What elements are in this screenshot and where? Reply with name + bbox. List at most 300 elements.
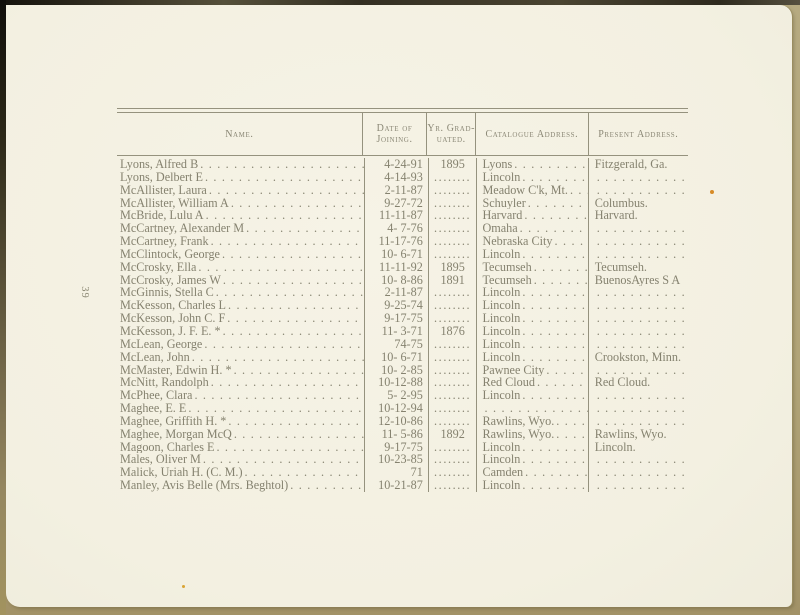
cell-date-of-joining: 10-12-94	[365, 402, 429, 415]
dot-leader	[520, 338, 587, 351]
dot-leader	[595, 364, 688, 377]
table-row	[117, 466, 688, 479]
cell-name	[117, 248, 365, 261]
member-name: McNitt, Randolph	[120, 376, 209, 390]
column-header-date-of-joining	[363, 113, 428, 155]
table-row	[117, 415, 688, 428]
cell-year-graduated: 1895	[429, 158, 478, 171]
dot-leader	[221, 325, 365, 338]
dot-leader	[522, 209, 587, 222]
cell-year-graduated	[429, 248, 478, 261]
dot-leader	[595, 453, 688, 466]
dot-leader	[196, 261, 364, 274]
scan-left-book-edge	[0, 0, 6, 615]
member-name: McLean, George	[120, 337, 203, 351]
column-header-year-line2: uated.	[436, 134, 466, 145]
cell-year-graduated	[429, 479, 478, 492]
cell-date-of-joining: 5- 2-95	[365, 389, 429, 402]
dot-leader	[232, 428, 364, 441]
cell-present-address	[589, 441, 688, 454]
member-name: Maghee, Griffith H. *	[120, 414, 227, 428]
cell-year-graduated	[429, 286, 478, 299]
dot-leader	[226, 415, 364, 428]
cell-catalogue-address	[477, 325, 588, 338]
cell-present-address	[589, 479, 688, 492]
cell-date-of-joining: 10- 6-71	[365, 248, 429, 261]
dot-leader	[535, 376, 588, 389]
catalogue-address: Lincoln	[482, 170, 521, 184]
cell-present-address	[589, 338, 688, 351]
dot-leader	[595, 389, 688, 402]
cell-date-of-joining: 10-12-88	[365, 376, 429, 389]
column-header-year-line1: Yr. Grad-	[427, 123, 476, 134]
dot-leader	[520, 248, 587, 261]
cell-catalogue-address	[477, 299, 588, 312]
cell-name	[117, 441, 365, 454]
member-name: McKesson, J. F. E. *	[120, 324, 221, 338]
dot-leader	[568, 184, 588, 197]
catalogue-address: Lincoln	[482, 299, 521, 313]
cell-catalogue-address	[477, 453, 588, 466]
catalogue-address: Lincoln	[482, 247, 521, 261]
cell-catalogue-address	[477, 338, 588, 351]
cell-name	[117, 376, 365, 389]
cell-name	[117, 453, 365, 466]
cell-name	[117, 197, 365, 210]
dot-leader	[229, 197, 364, 210]
member-name: McGinnis, Stella C	[120, 286, 214, 300]
cell-date-of-joining: 74-75	[365, 338, 429, 351]
catalogue-address: Lincoln	[482, 337, 521, 351]
cell-name	[117, 209, 365, 222]
table-row	[117, 428, 688, 441]
present-address: BuenosAyres S A	[594, 273, 681, 287]
dot-leader	[221, 274, 364, 287]
cell-date-of-joining: 9-17-75	[365, 312, 429, 325]
present-address: Columbus.	[594, 196, 648, 210]
catalogue-address: Pawnee City	[482, 363, 545, 377]
cell-catalogue-address	[477, 248, 588, 261]
dot-leader	[523, 466, 588, 479]
dot-leader	[186, 402, 364, 415]
cell-date-of-joining: 10- 2-85	[365, 364, 429, 377]
table-row	[117, 376, 688, 389]
cell-present-address	[589, 415, 688, 428]
cell-year-graduated: 1892	[429, 428, 478, 441]
cell-name	[117, 338, 365, 351]
present-address: Rawlins, Wyo.	[594, 427, 667, 441]
dot-leader	[520, 441, 587, 454]
catalogue-address: Tecumseh	[482, 273, 532, 287]
cell-year-graduated	[429, 184, 478, 197]
cell-year-graduated	[429, 222, 478, 235]
cell-present-address	[589, 197, 688, 210]
member-name: McCrosky, James W	[120, 273, 221, 287]
table-body	[117, 156, 688, 492]
cell-present-address	[589, 299, 688, 312]
table-row	[117, 171, 688, 184]
dot-leader	[520, 299, 587, 312]
cell-catalogue-address	[477, 171, 588, 184]
cell-name	[117, 428, 365, 441]
dot-leader	[232, 364, 365, 377]
cell-name	[117, 274, 365, 287]
present-address: Crookston, Minn.	[594, 350, 682, 364]
dot-leader	[520, 312, 587, 325]
cell-year-graduated: 1876	[429, 325, 478, 338]
member-name: McCrosky, Ella	[120, 260, 197, 274]
cell-date-of-joining: 71	[365, 466, 429, 479]
cell-catalogue-address	[477, 158, 588, 171]
cell-name	[117, 261, 365, 274]
cell-present-address	[589, 389, 688, 402]
dot-leader	[203, 171, 364, 184]
cell-catalogue-address	[477, 376, 588, 389]
catalogue-address: Harvard	[482, 209, 523, 223]
dot-leader	[204, 209, 365, 222]
member-name: McClintock, George	[120, 247, 220, 261]
cell-catalogue-address	[477, 441, 588, 454]
catalogue-address: Meadow C'k, Mt.	[482, 183, 568, 197]
cell-year-graduated	[429, 364, 478, 377]
cell-present-address	[589, 428, 688, 441]
member-name: McCartney, Frank	[120, 235, 209, 248]
dot-leader	[544, 364, 587, 377]
cell-date-of-joining: 2-11-87	[365, 184, 429, 197]
member-name: McBride, Lulu A	[120, 209, 204, 223]
catalogue-address: Lincoln	[482, 350, 521, 364]
dot-leader	[595, 415, 688, 428]
catalogue-address: Camden	[482, 466, 524, 480]
cell-date-of-joining: 11-11-92	[365, 261, 429, 274]
cell-date-of-joining: 10- 6-71	[365, 351, 429, 364]
scan-top-book-edge	[0, 0, 800, 5]
catalogue-address: Red Cloud	[482, 376, 535, 390]
dot-leader	[225, 312, 364, 325]
dot-leader	[526, 197, 588, 210]
dot-leader	[520, 479, 587, 492]
cell-date-of-joining: 11-11-87	[365, 209, 429, 222]
present-address: Harvard.	[594, 209, 638, 223]
scan-speck	[710, 190, 714, 194]
member-name: McAllister, Laura	[120, 183, 207, 197]
cell-date-of-joining: 10-21-87	[365, 479, 429, 492]
cell-catalogue-address	[477, 364, 588, 377]
table-row	[117, 441, 688, 454]
catalogue-address: Rawlins, Wyo.	[482, 427, 555, 441]
cell-present-address	[589, 453, 688, 466]
member-name: McLean, John	[120, 350, 190, 364]
catalogue-address: Omaha	[482, 222, 518, 236]
cell-year-graduated	[429, 453, 478, 466]
catalogue-address: Rawlins, Wyo.	[482, 414, 555, 428]
table-row	[117, 222, 688, 235]
column-header-year-graduated	[427, 113, 476, 155]
cell-year-graduated	[429, 312, 478, 325]
cell-catalogue-address	[477, 415, 588, 428]
cell-present-address	[589, 274, 688, 287]
cell-year-graduated: 1895	[429, 261, 478, 274]
cell-date-of-joining: 2-11-87	[365, 286, 429, 299]
cell-date-of-joining: 10-23-85	[365, 453, 429, 466]
cell-catalogue-address	[477, 209, 588, 222]
member-register-table	[117, 108, 688, 492]
catalogue-address: Lincoln	[482, 389, 521, 403]
catalogue-address: Lincoln	[482, 453, 521, 467]
member-name: McCartney, Alexander M	[120, 222, 245, 236]
dot-leader	[202, 338, 364, 351]
member-name: Manley, Avis Belle (Mrs. Beghtol)	[120, 479, 289, 492]
member-name: McKesson, Charles L	[120, 299, 226, 313]
cell-catalogue-address	[477, 479, 588, 492]
cell-present-address	[589, 364, 688, 377]
column-header-present-address	[589, 113, 688, 155]
book-page	[6, 5, 792, 607]
dot-leader	[532, 261, 588, 274]
present-address: Fitzgerald, Ga.	[594, 158, 668, 171]
cell-present-address	[589, 171, 688, 184]
cell-name	[117, 286, 365, 299]
cell-name	[117, 364, 365, 377]
cell-date-of-joining: 4-24-91	[365, 158, 429, 171]
cell-date-of-joining: 12-10-86	[365, 415, 429, 428]
cell-name	[117, 235, 365, 248]
table-row	[117, 389, 688, 402]
cell-year-graduated	[429, 402, 478, 415]
catalogue-address: Lincoln	[482, 324, 521, 338]
cell-present-address	[589, 325, 688, 338]
dot-leader	[520, 453, 587, 466]
present-address: Lincoln.	[594, 440, 636, 454]
table-row	[117, 325, 688, 338]
member-name: McMaster, Edwin H. *	[120, 363, 232, 377]
table-row	[117, 197, 688, 210]
present-address: Red Cloud.	[594, 376, 651, 390]
cell-date-of-joining: 9-17-75	[365, 441, 429, 454]
cell-name	[117, 325, 365, 338]
table-row	[117, 158, 688, 171]
table-row	[117, 338, 688, 351]
dot-leader	[214, 441, 364, 454]
member-name: Magoon, Charles E	[120, 440, 215, 454]
member-name: Males, Oliver M	[120, 453, 201, 467]
table-row	[117, 402, 688, 415]
table-header-row	[117, 113, 688, 156]
cell-date-of-joining: 10- 8-86	[365, 274, 429, 287]
dot-leader	[520, 351, 587, 364]
column-header-name-label: Name.	[225, 128, 254, 140]
cell-present-address	[589, 286, 688, 299]
cell-catalogue-address	[477, 222, 588, 235]
table-row	[117, 364, 688, 377]
table-row	[117, 235, 688, 248]
catalogue-address: Lincoln	[482, 440, 521, 454]
cell-date-of-joining: 9-25-74	[365, 299, 429, 312]
dot-leader	[595, 248, 688, 261]
member-name: Lyons, Delbert E	[120, 170, 203, 184]
dot-leader	[512, 158, 587, 171]
member-name: Maghee, Morgan McQ	[120, 427, 232, 441]
cell-catalogue-address	[477, 261, 588, 274]
column-header-date-line2: Joining.	[376, 134, 413, 145]
cell-present-address	[589, 209, 688, 222]
dot-leader	[214, 286, 364, 299]
cell-present-address	[589, 184, 688, 197]
dot-leader	[520, 389, 587, 402]
cell-catalogue-address	[477, 428, 588, 441]
catalogue-address: Schuyler	[482, 196, 526, 210]
dot-leader	[520, 325, 587, 338]
dot-leader	[482, 402, 587, 415]
cell-name	[117, 222, 365, 235]
table-row	[117, 479, 688, 492]
dot-leader	[595, 222, 688, 235]
cell-date-of-joining: 11-17-76	[365, 235, 429, 248]
member-name: McKesson, John C. F	[120, 312, 226, 325]
cell-name	[117, 415, 365, 428]
scan-speck	[182, 585, 185, 588]
table-row	[117, 351, 688, 364]
dot-leader	[553, 235, 588, 248]
cell-year-graduated	[429, 171, 478, 184]
dot-leader	[595, 325, 688, 338]
cell-name	[117, 184, 365, 197]
cell-catalogue-address	[477, 402, 588, 415]
table-row	[117, 453, 688, 466]
cell-date-of-joining: 9-27-72	[365, 197, 429, 210]
page-number: 39	[78, 286, 90, 299]
cell-catalogue-address	[477, 466, 588, 479]
cell-present-address	[589, 158, 688, 171]
dot-leader	[595, 299, 688, 312]
dot-leader	[220, 248, 364, 261]
dot-leader	[554, 428, 587, 441]
dot-leader	[207, 184, 364, 197]
cell-year-graduated	[429, 389, 478, 402]
member-name: Malick, Uriah H. (C. M.)	[120, 466, 243, 480]
cell-year-graduated	[429, 441, 478, 454]
column-header-present-label: Present Address.	[598, 128, 679, 140]
cell-year-graduated	[429, 209, 478, 222]
cell-catalogue-address	[477, 389, 588, 402]
cell-present-address	[589, 222, 688, 235]
dot-leader	[243, 466, 365, 479]
dot-leader	[532, 274, 588, 287]
dot-leader	[518, 222, 588, 235]
dot-leader	[226, 299, 364, 312]
cell-catalogue-address	[477, 286, 588, 299]
cell-date-of-joining: 4- 7-76	[365, 222, 429, 235]
dot-leader	[595, 312, 688, 325]
column-header-catalogue-label: Catalogue Address.	[485, 128, 579, 140]
cell-present-address	[589, 376, 688, 389]
dot-leader	[201, 453, 364, 466]
cell-catalogue-address	[477, 312, 588, 325]
cell-date-of-joining: 11- 3-71	[365, 325, 429, 338]
cell-catalogue-address	[477, 274, 588, 287]
member-name: Lyons, Alfred B	[120, 158, 199, 171]
dot-leader	[595, 466, 688, 479]
cell-present-address	[589, 312, 688, 325]
dot-leader	[595, 184, 688, 197]
cell-name	[117, 299, 365, 312]
dot-leader	[209, 376, 365, 389]
dot-leader	[595, 479, 688, 492]
dot-leader	[209, 235, 365, 248]
catalogue-address: Lyons	[482, 158, 513, 171]
cell-catalogue-address	[477, 351, 588, 364]
cell-year-graduated	[429, 415, 478, 428]
cell-name	[117, 479, 365, 492]
catalogue-address: Lincoln	[482, 286, 521, 300]
cell-name	[117, 402, 365, 415]
dot-leader	[198, 158, 364, 171]
cell-catalogue-address	[477, 235, 588, 248]
dot-leader	[244, 222, 364, 235]
member-name: Maghee, E. E	[120, 402, 187, 415]
dot-leader	[595, 235, 688, 248]
cell-catalogue-address	[477, 184, 588, 197]
cell-year-graduated: 1891	[429, 274, 478, 287]
dot-leader	[595, 402, 688, 415]
dot-leader	[288, 479, 364, 492]
table-row	[117, 209, 688, 222]
cell-present-address	[589, 402, 688, 415]
cell-year-graduated	[429, 338, 478, 351]
dot-leader	[520, 286, 587, 299]
cell-year-graduated	[429, 466, 478, 479]
cell-present-address	[589, 351, 688, 364]
dot-leader	[595, 338, 688, 351]
cell-year-graduated	[429, 235, 478, 248]
table-row	[117, 184, 688, 197]
member-name: McAllister, William A	[120, 196, 229, 210]
column-header-name	[117, 113, 363, 155]
cell-date-of-joining: 11- 5-86	[365, 428, 429, 441]
cell-name	[117, 389, 365, 402]
present-address: Tecumseh.	[594, 260, 647, 274]
cell-name	[117, 158, 365, 171]
cell-present-address	[589, 235, 688, 248]
cell-year-graduated	[429, 351, 478, 364]
table-row	[117, 274, 688, 287]
column-header-date-line1: Date of	[376, 123, 413, 134]
dot-leader	[595, 171, 688, 184]
cell-name	[117, 351, 365, 364]
column-header-catalogue-address	[476, 113, 588, 155]
table-row	[117, 248, 688, 261]
table-row	[117, 286, 688, 299]
catalogue-address: Tecumseh	[482, 260, 532, 274]
catalogue-address: Lincoln	[482, 312, 521, 325]
dot-leader	[192, 389, 364, 402]
catalogue-address: Lincoln	[482, 479, 521, 492]
cell-name	[117, 312, 365, 325]
table-row	[117, 312, 688, 325]
member-name: McPhee, Clara	[120, 389, 193, 403]
dot-leader	[554, 415, 587, 428]
cell-present-address	[589, 248, 688, 261]
dot-leader	[520, 171, 587, 184]
table-row	[117, 299, 688, 312]
cell-present-address	[589, 261, 688, 274]
catalogue-address: Nebraska City	[482, 235, 553, 248]
dot-leader	[190, 351, 364, 364]
dot-leader	[595, 286, 688, 299]
cell-present-address	[589, 466, 688, 479]
cell-date-of-joining: 4-14-93	[365, 171, 429, 184]
cell-year-graduated	[429, 197, 478, 210]
